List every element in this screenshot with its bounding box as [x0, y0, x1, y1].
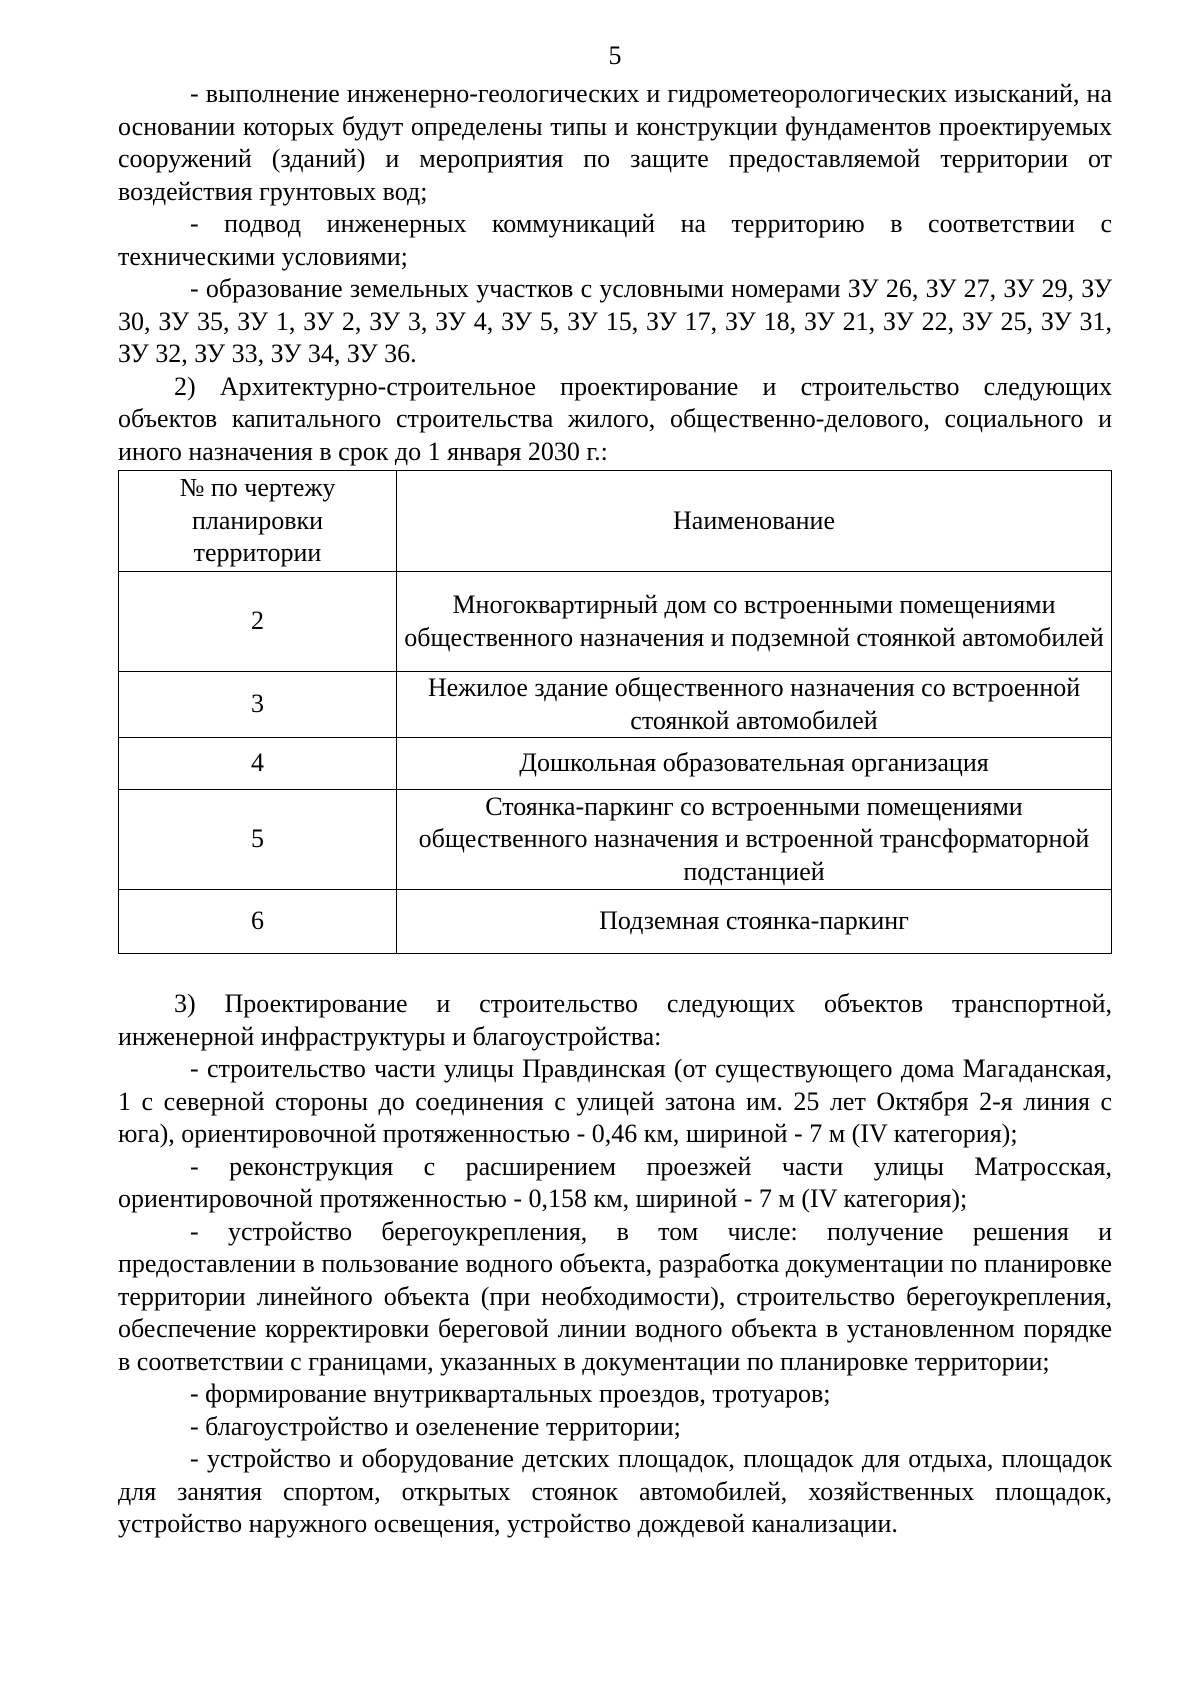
paragraph-playgrounds: - устройство и оборудование детских площадок, площадок для отдыха, площадок для занятия спортом, открытых стоянок автомобилей, хозяйственных площадок, устройство наружного освещения, устройство дождевой канализации.: [118, 1444, 1112, 1538]
paragraph-driveways: - формирование внутриквартальных проездов, тротуаров;: [190, 1379, 831, 1408]
table-row: [119, 572, 1112, 672]
paragraph-pravdinskaya-street: - строительство части улицы Правдинская (от существующего дома Магаданская, 1 с северной стороны до соединения с улицей затона им. 25 лет Октября 2-я линия с юга), ориентировочной протяженностью - 0,46 км, шириной - 7 м (IV категория);: [118, 1054, 1112, 1148]
table-cell-number: 5: [119, 790, 397, 890]
table-header-row: [119, 471, 1112, 572]
objects-table: [118, 470, 1112, 954]
table-row: [119, 672, 1112, 738]
table-cell-number: 6: [119, 890, 397, 954]
table-row: [119, 738, 1112, 790]
paragraph-landscaping: - благоустройство и озеленение территории;: [190, 1411, 681, 1441]
table-cell-name: Подземная стоянка-паркинг: [397, 890, 1112, 954]
paragraph-land-plots: - образование земельных участков с условными номерами ЗУ 26, ЗУ 27, ЗУ 29, ЗУ 30, ЗУ 35, ЗУ 1, ЗУ 2, ЗУ 3, ЗУ 4, ЗУ 5, ЗУ 15, ЗУ 17, ЗУ 18, ЗУ 21, ЗУ 22, ЗУ 25, ЗУ 31, ЗУ 32, ЗУ 33, ЗУ 34, ЗУ 36.: [118, 274, 1112, 368]
document-page: [118, 40, 1112, 1541]
table-cell-name: Стоянка-паркинг со встроенными помещениями общественного назначения и встроенной трансформаторной подстанцией: [397, 790, 1112, 890]
page-number: 5: [608, 41, 622, 70]
table-cell-number: 3: [119, 672, 397, 738]
paragraph-section-3: 3) Проектирование и строительство следующих объектов транспортной, инженерной инфраструктуры и благоустройства:: [118, 989, 1112, 1051]
table-cell-name: Нежилое здание общественного назначения со встроенной стоянкой автомобилей: [397, 672, 1112, 738]
table-cell-name: Дошкольная образовательная организация: [397, 738, 1112, 790]
paragraph-bank-protection: - устройство берегоукрепления, в том числе: получение решения и предоставлении в пользование водного объекта, разработка документации по планировке территории линейного объекта (при необходимости), строительство берегоукрепления, обеспечение корректировки береговой линии водного объекта в установленном порядке в соответствии с границами, указанных в документации по планировке территории;: [118, 1216, 1112, 1376]
table-header-name: Наименование: [397, 471, 1112, 572]
table-cell-number: 4: [119, 738, 397, 790]
table-row: [119, 790, 1112, 890]
table-cell-name: Многоквартирный дом со встроенными помещениями общественного назначения и подземной стоянкой автомобилей: [397, 572, 1112, 672]
table-header-number: № по чертежу планировки территории: [119, 471, 397, 572]
paragraph-utilities: - подвод инженерных коммуникаций на территорию в соответствии с техническими условиями;: [118, 209, 1112, 271]
paragraph-section-2: 2) Архитектурно-строительное проектирование и строительство следующих объектов капитального строительства жилого, общественно-делового, социального и иного назначения в срок до 1 января 2030 г.:: [118, 371, 1112, 466]
table-cell-number: 2: [119, 572, 397, 672]
paragraph-matrosskaya-street: - реконструкция с расширением проезжей части улицы Матросская, ориентировочной протяженностью - 0,158 км, шириной - 7 м (IV категория);: [118, 1151, 1112, 1213]
table-row: [119, 890, 1112, 954]
paragraph-geological-surveys: - выполнение инженерно-геологических и гидрометеорологических изысканий, на основании которых будут определены типы и конструкции фундаментов проектируемых сооружений (зданий) и мероприятия по защите предоставляемой территории от воздействия грунтовых вод;: [118, 79, 1112, 206]
